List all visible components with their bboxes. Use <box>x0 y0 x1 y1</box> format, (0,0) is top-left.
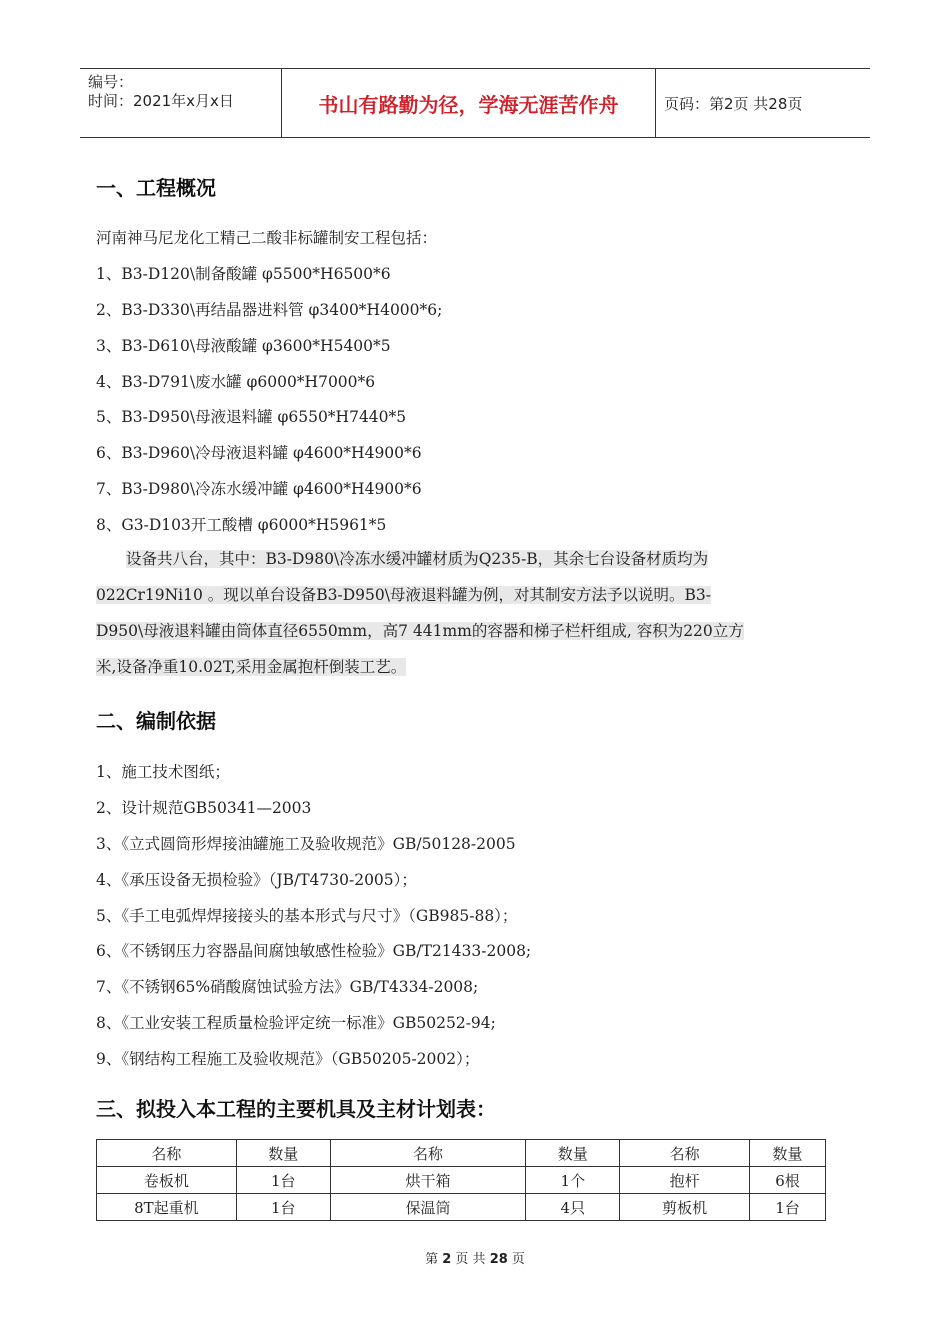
basis-item: 5、《手工电弧焊焊接接头的基本形式与尺寸》（GB985-88）； <box>96 907 518 925</box>
table-header-cell: 名称 <box>330 1140 526 1167</box>
table-header-cell: 数量 <box>236 1140 330 1167</box>
paragraph-line: 米,设备净重10.02T,采用金属抱杆倒装工艺。 <box>96 658 407 676</box>
basis-item: 4、《承压设备无损检验》（JB/T4730-2005）； <box>96 871 417 889</box>
project-item: 8、G3-D103开工酸槽 φ6000*H5961*5 <box>96 516 387 534</box>
table-cell: 1台 <box>750 1194 826 1221</box>
table-row <box>97 1194 826 1221</box>
section1-title: 一、工程概况 <box>96 176 216 200</box>
table-cell: 抱杆 <box>620 1167 750 1194</box>
paragraph-line: 022Cr19Ni10 。现以单台设备B3-D950\母液退料罐为例，对其制安方法予以说明。B3- <box>96 586 711 604</box>
table-cell: 卷板机 <box>97 1167 237 1194</box>
header-motto: 书山有路勤为径，学海无涯苦作舟 <box>282 69 656 137</box>
table-header-cell: 名称 <box>97 1140 237 1167</box>
basis-item: 9、《钢结构工程施工及验收规范》（GB50205-2002）； <box>96 1050 480 1068</box>
project-item: 1、B3-D120\制备酸罐 φ5500*H6500*6 <box>96 265 391 283</box>
project-item: 5、B3-D950\母液退料罐 φ6550*H7440*5 <box>96 408 407 426</box>
table-cell: 1台 <box>236 1167 330 1194</box>
table-header-cell: 名称 <box>620 1140 750 1167</box>
basis-item: 1、施工技术图纸； <box>96 763 230 781</box>
footer-middle: 页 共 <box>455 1252 486 1267</box>
section1-paragraph <box>96 541 856 685</box>
table-cell: 剪板机 <box>620 1194 750 1221</box>
table-cell: 烘干箱 <box>330 1167 526 1194</box>
table-cell: 4只 <box>526 1194 620 1221</box>
project-item: 3、B3-D610\母液酸罐 φ3600*H5400*5 <box>96 337 391 355</box>
footer-page-number: 2 <box>442 1252 452 1267</box>
table-cell: 8T起重机 <box>97 1194 237 1221</box>
header-page-info: 页码：第2页 共28页 <box>664 94 803 113</box>
project-item: 6、B3-D960\冷母液退料罐 φ4600*H4900*6 <box>96 444 422 462</box>
date-label: 时间：2021年x月x日 <box>88 92 234 110</box>
project-item: 2、B3-D330\再结晶器进料管 φ3400*H4000*6; <box>96 301 443 319</box>
header-meta <box>80 69 282 137</box>
page-footer <box>0 1248 950 1267</box>
table-cell: 保温筒 <box>330 1194 526 1221</box>
basis-item: 2、设计规范GB50341—2003 <box>96 799 312 817</box>
basis-item: 3、《立式圆筒形焊接油罐施工及验收规范》GB/50128-2005 <box>96 835 516 853</box>
section3-title: 三、拟投入本工程的主要机具及主材计划表： <box>96 1097 496 1121</box>
project-item: 4、B3-D791\废水罐 φ6000*H7000*6 <box>96 373 376 391</box>
table-cell: 1个 <box>526 1167 620 1194</box>
basis-item: 8、《工业安装工程质量检验评定统一标准》GB50252-94; <box>96 1014 496 1032</box>
section2-title: 二、编制依据 <box>96 709 216 733</box>
table-cell: 1台 <box>236 1194 330 1221</box>
code-label: 编号： <box>88 73 134 91</box>
paragraph-line: D950\母液退料罐由筒体直径6550mm，高7 441mm的容器和梯子栏杆组成, 容积为220立方 <box>96 622 744 640</box>
table-row <box>97 1167 826 1194</box>
table-cell: 6根 <box>750 1167 826 1194</box>
basis-item: 6、《不锈钢压力容器晶间腐蚀敏感性检验》GB/T21433-2008; <box>96 942 532 960</box>
footer-prefix: 第 <box>425 1252 439 1267</box>
section1-intro: 河南神马尼龙化工精己二酸非标罐制安工程包括： <box>96 229 438 247</box>
table-header-cell: 数量 <box>526 1140 620 1167</box>
footer-suffix: 页 <box>511 1252 525 1267</box>
equipment-table <box>96 1139 826 1221</box>
basis-item: 7、《不锈钢65%硝酸腐蚀试验方法》GB/T4334-2008; <box>96 978 479 996</box>
project-item: 7、B3-D980\冷冻水缓冲罐 φ4600*H4900*6 <box>96 480 422 498</box>
footer-total-pages: 28 <box>489 1252 508 1267</box>
paragraph-line: 设备共八台，其中：B3-D980\冷冻水缓冲罐材质为Q235-B，其余七台设备材质均为 <box>126 550 709 568</box>
page-header <box>80 68 870 138</box>
table-header-row <box>97 1140 826 1167</box>
table-header-cell: 数量 <box>750 1140 826 1167</box>
